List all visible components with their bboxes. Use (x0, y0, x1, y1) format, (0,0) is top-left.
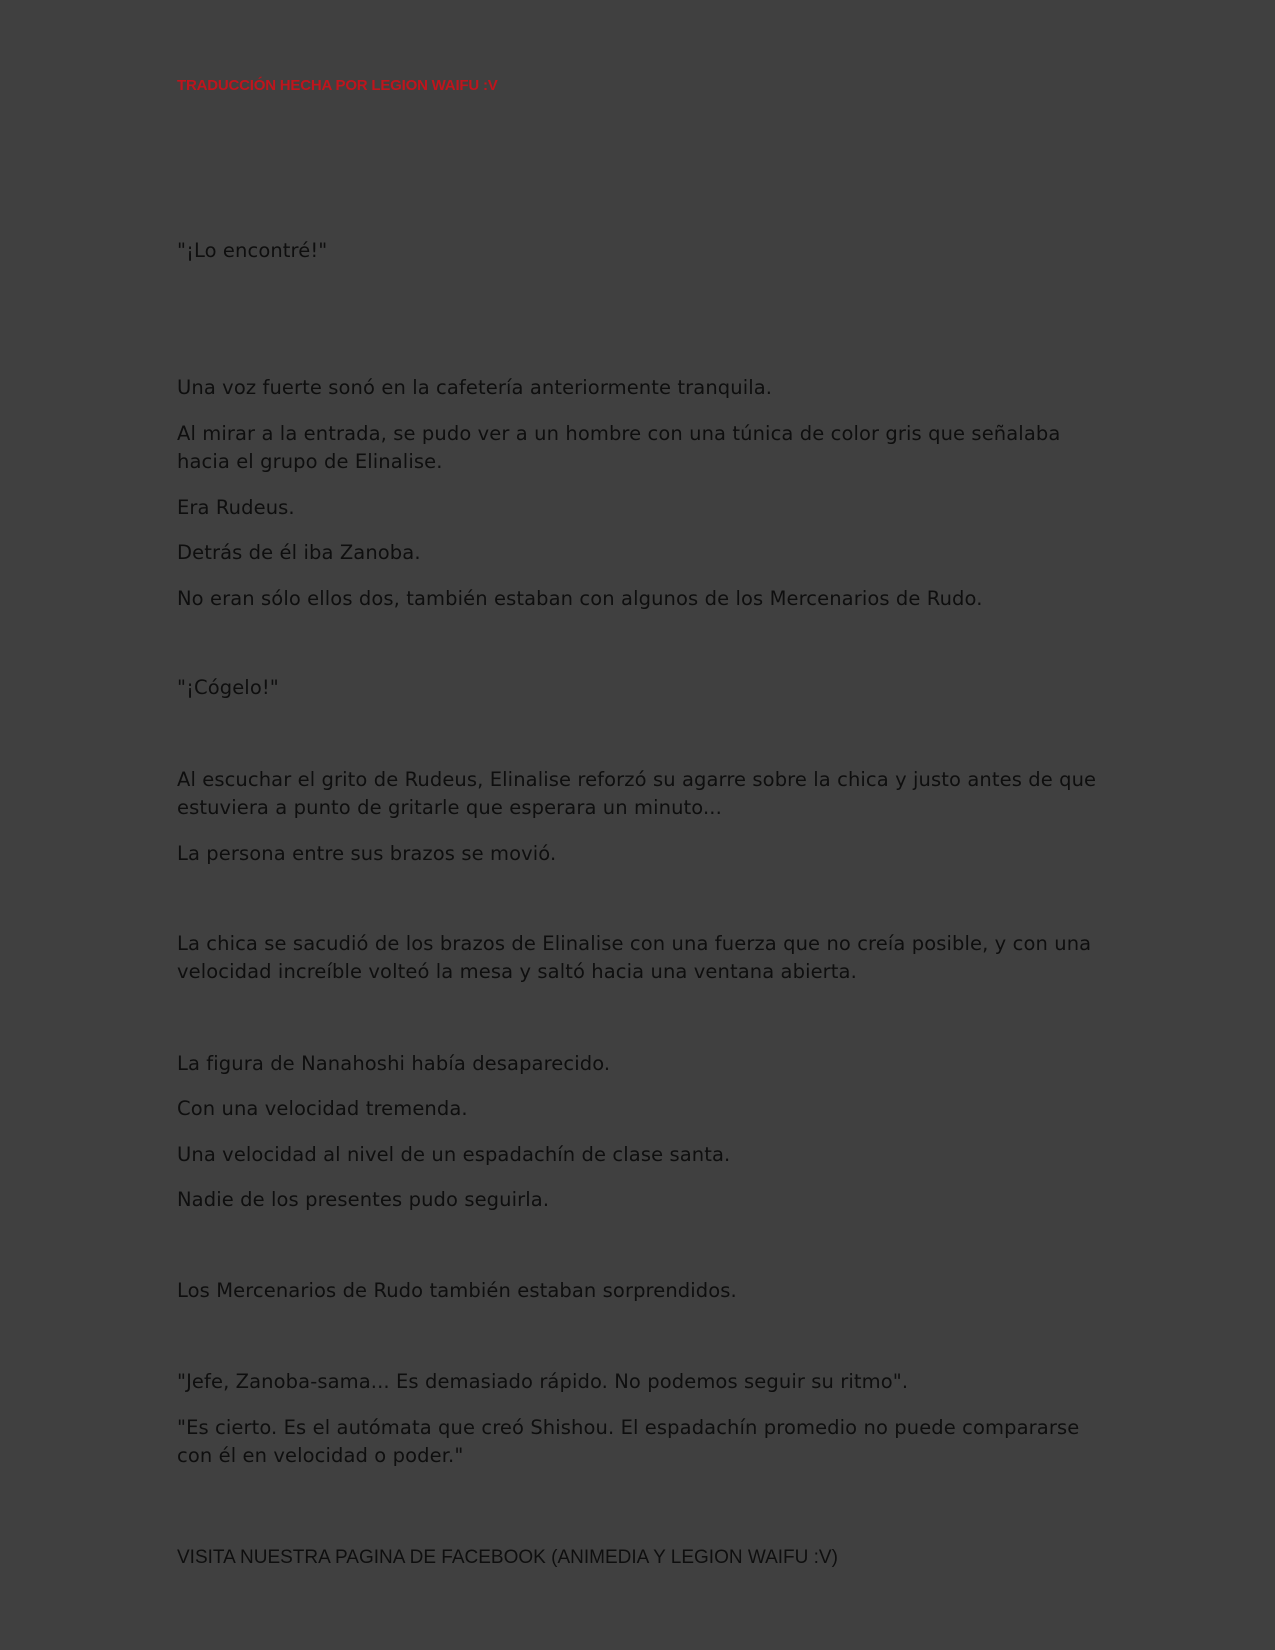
paragraph-2: Una voz fuerte sonó en la cafetería anteriormente tranquila. (177, 376, 773, 399)
paragraph-9: La persona entre sus brazos se movió. (177, 842, 557, 865)
paragraph-5: Detrás de él iba Zanoba. (177, 541, 421, 564)
paragraph-17: "Es cierto. Es el autómata que creó Shishou. El espadachín promedio no puede compararse con él en velocidad o poder." (177, 1416, 1080, 1467)
paragraph-3: Al mirar a la entrada, se pudo ver a un hombre con una túnica de color gris que señalaba hacia el grupo de Elinalise. (177, 422, 1061, 473)
paragraph-16: "Jefe, Zanoba-sama... Es demasiado rápido. No podemos seguir su ritmo". (177, 1370, 909, 1393)
paragraph-6: No eran sólo ellos dos, también estaban con algunos de los Mercenarios de Rudo. (177, 587, 983, 610)
facebook-page-footer: VISITA NUESTRA PAGINA DE FACEBOOK (ANIMEDIA Y LEGION WAIFU :V) (177, 1547, 838, 1568)
paragraph-4: Era Rudeus. (177, 496, 295, 519)
paragraph-12: Con una velocidad tremenda. (177, 1097, 468, 1120)
paragraph-10: La chica se sacudió de los brazos de Elinalise con una fuerza que no creía posible, y con una velocidad increíble volteó la mesa y saltó hacia una ventana abierta. (177, 932, 1092, 983)
paragraph-8: Al escuchar el grito de Rudeus, Elinalise reforzó su agarre sobre la chica y justo antes de que estuviera a punto de gritarle que esperara un minuto... (177, 768, 1097, 819)
paragraph-13: Una velocidad al nivel de un espadachín de clase santa. (177, 1143, 731, 1166)
translation-credit-header: TRADUCCIÓN HECHA POR LEGION WAIFU :V (177, 77, 498, 94)
paragraph-1: "¡Lo encontré!" (177, 239, 328, 262)
paragraph-14: Nadie de los presentes pudo seguirla. (177, 1188, 550, 1211)
paragraph-11: La figura de Nanahoshi había desaparecido. (177, 1052, 611, 1075)
paragraph-7: "¡Cógelo!" (177, 676, 279, 699)
paragraph-15: Los Mercenarios de Rudo también estaban sorprendidos. (177, 1279, 737, 1302)
